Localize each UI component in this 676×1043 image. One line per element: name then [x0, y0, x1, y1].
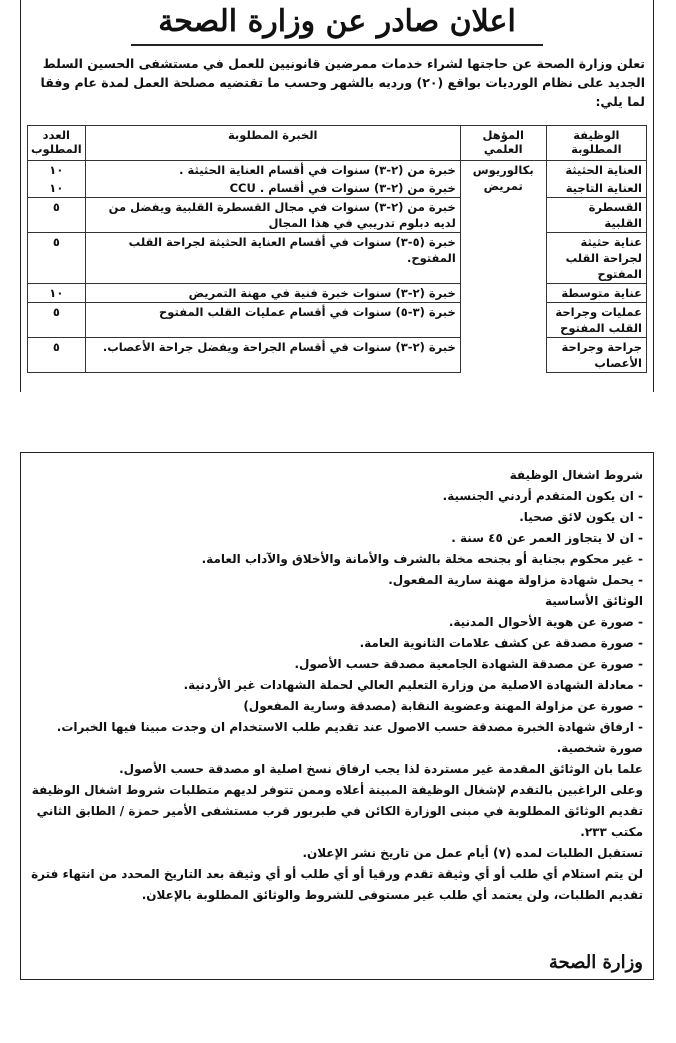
job-cell: عناية حثيثة لجراحة القلب المفتوح — [546, 233, 646, 284]
jobs-table — [27, 125, 647, 373]
table-row — [28, 338, 647, 373]
header-qualification: المؤهل العلمي — [460, 126, 546, 161]
page-title: اعلان صادر عن وزارة الصحة — [158, 4, 516, 39]
document-item: - صورة عن مصدقة الشهادة الجامعية مصدقة حسب الأصول. — [294, 657, 643, 671]
condition-item: - ان يكون المتقدم أردني الجنسية. — [442, 489, 643, 503]
document-item: - صورة عن هوية الأحوال المدنية. — [448, 615, 643, 629]
experience-cell: خبرة (٥-٣) سنوات في أقسام العناية الحثيثة لجراحة القلب المفتوح. — [85, 233, 460, 284]
qualification-cell: بكالوريوس تمريض — [460, 161, 546, 373]
note-paragraph: وعلى الراغبين بالتقدم لإشغال الوظيفة المبينة أعلاه وممن تتوفر لديهم متطلبات شروط اشغال الوظيفة تقديم الوثائق المطلوبة في مبنى الوزارة الكائن في طبربور قرب مستشفى الأمير حمزة / الطابق الثاني مكتب ٢٣٣. — [31, 783, 643, 839]
table-row — [28, 179, 647, 198]
header-job: الوظيفة المطلوبة — [546, 126, 646, 161]
count-cell: ٥ — [28, 233, 86, 284]
document-item: - صورة مصدقة عن كشف علامات الثانوية العامة. — [359, 636, 643, 650]
experience-cell: خبرة من (٢-٣) سنوات في أقسام . CCU — [85, 179, 460, 198]
experience-cell: خبرة من (٢-٣) سنوات في أقسام العناية الحثيثة . — [85, 161, 460, 180]
experience-cell: خبرة (٢-٣) سنوات خبرة فنية في مهنة التمريض — [85, 284, 460, 303]
condition-item: - ان يكون لائق صحيا. — [519, 510, 643, 524]
note-paragraph: لن يتم استلام أي طلب أو أي وثيقة تقدم ورقيا أو أي طلب أو أي وثيقة بعد التاريخ المحدد من انتهاء فترة تقديم الطلبات، ولن يعتمد أي طلب غير مستوفى للشروط والوثائق المطلوبة بالإعلان. — [31, 867, 643, 902]
table-row — [28, 161, 647, 180]
count-cell: ١٠ — [28, 179, 86, 198]
announcement-header-panel — [20, 0, 654, 392]
experience-cell: خبرة (٣-٥) سنوات في أقسام عمليات القلب المفتوح — [85, 303, 460, 338]
note-paragraph: تستقبل الطلبات لمده (٧) أيام عمل من تاريخ نشر الإعلان. — [302, 846, 643, 860]
document-item: - معادلة الشهادة الاصلية من وزارة التعليم العالي لحملة الشهادات غير الأردنية. — [183, 678, 643, 692]
job-cell: عمليات وجراحة القلب المفتوح — [546, 303, 646, 338]
ministry-signature: وزارة الصحة — [548, 952, 643, 973]
job-cell: العناية الحثيثة — [546, 161, 646, 180]
title-underline — [131, 44, 543, 46]
job-cell: عناية متوسطة — [546, 284, 646, 303]
conditions-panel — [20, 452, 654, 980]
table-row — [28, 198, 647, 233]
table-row — [28, 284, 647, 303]
documents-heading: الوثائق الأساسية — [545, 594, 643, 608]
note-paragraph: علما بان الوثائق المقدمة غير مستردة لذا يجب ارفاق نسخ اصلية او مصدقة حسب الأصول. — [119, 762, 643, 776]
table-header-row — [28, 126, 647, 161]
job-cell: جراحة وجراحة الأعصاب — [546, 338, 646, 373]
count-cell: ١٠ — [28, 284, 86, 303]
count-cell: ٥ — [28, 338, 86, 373]
conditions-heading: شروط اشغال الوظيفة — [509, 468, 643, 482]
intro-paragraph: تعلن وزارة الصحة عن حاجتها لشراء خدمات ممرضين قانونيين للعمل في مستشفى الحسين السلط الجديد على نظام الورديات بواقع (٢٠) ورديه بالشهر وحسب ما تقتضيه مصلحة العمل لمدة عام وفقا لما يلي: — [40, 56, 645, 109]
experience-cell: خبرة من (٢-٣) سنوات في مجال القسطرة القلبية ويفضل من لديه دبلوم تدريبي في هذا المجال — [85, 198, 460, 233]
table-row — [28, 233, 647, 284]
job-cell: القسطرة القلبية — [546, 198, 646, 233]
count-cell: ٥ — [28, 303, 86, 338]
condition-item: - يحمل شهادة مزاولة مهنة سارية المفعول. — [388, 573, 643, 587]
count-cell: ١٠ — [28, 161, 86, 180]
document-item: - ارفاق شهادة الخبرة مصدقة حسب الاصول عند تقديم طلب الاستخدام ان وجدت مبينا فيها الخبرات. — [56, 720, 643, 734]
condition-item: - ان لا يتجاوز العمر عن ٤٥ سنة . — [451, 531, 643, 545]
count-cell: ٥ — [28, 198, 86, 233]
document-item: صورة شخصية. — [556, 741, 643, 755]
job-cell: العناية التاجية — [546, 179, 646, 198]
header-count: العدد المطلوب — [28, 126, 86, 161]
table-row — [28, 303, 647, 338]
experience-cell: خبرة (٢-٣) سنوات في أقسام الجراحة ويفضل جراحة الأعصاب. — [85, 338, 460, 373]
condition-item: - غير محكوم بجناية أو بجنحه مخلة بالشرف والأمانة والأخلاق والآداب العامة. — [201, 552, 643, 566]
document-item: - صورة عن مزاولة المهنة وعضوية النقابة (مصدقة وسارية المفعول) — [243, 699, 643, 713]
conditions-body — [29, 465, 643, 906]
header-experience: الخبرة المطلوبة — [85, 126, 460, 161]
